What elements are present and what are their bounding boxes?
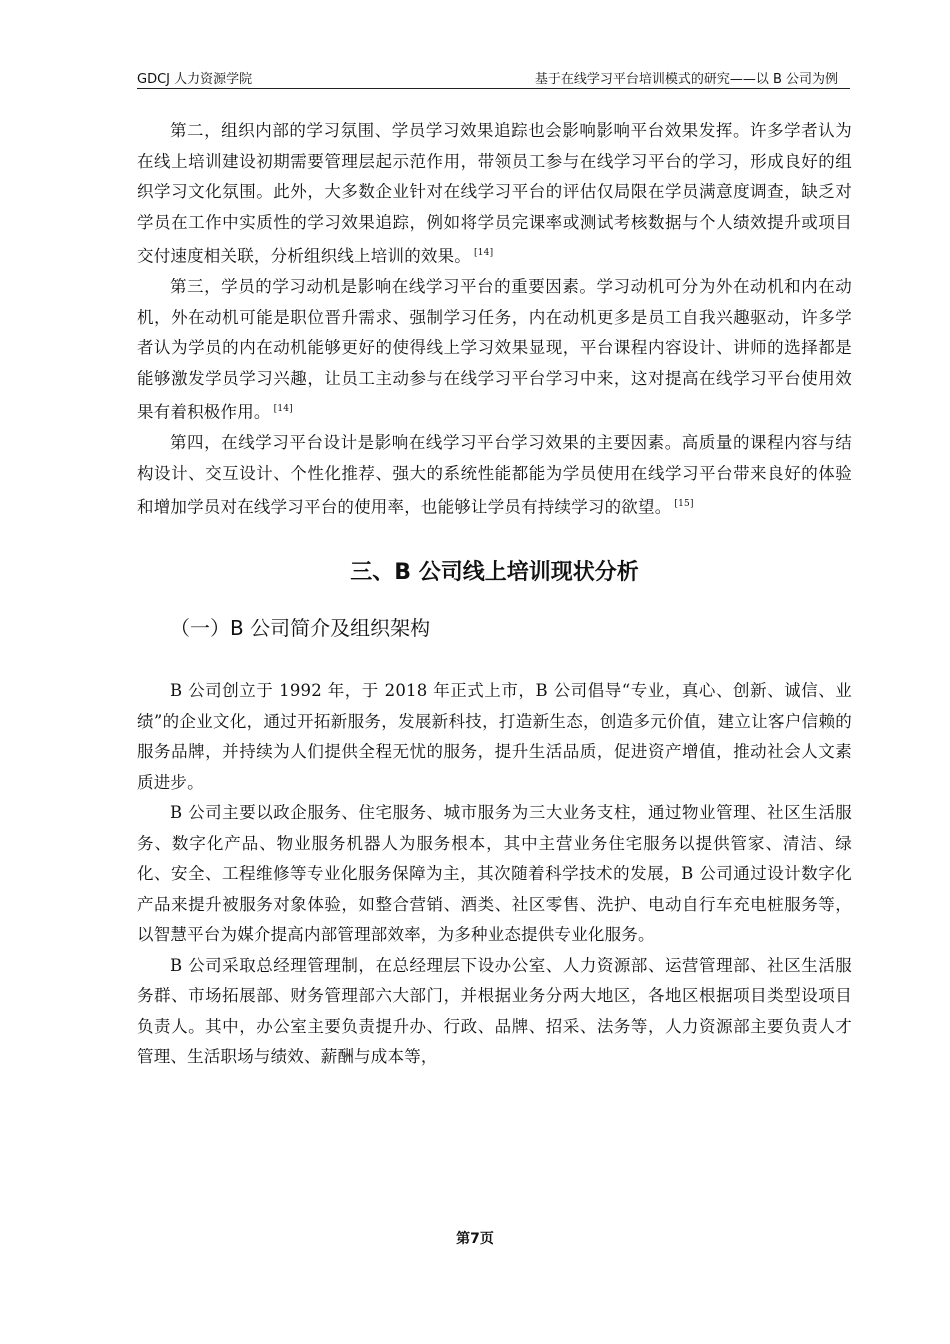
paragraph-company-intro bbox=[137, 676, 852, 798]
header-paper-title: 基于在线学习平台培训模式的研究——以 B 公司为例 bbox=[534, 72, 838, 87]
page-header bbox=[137, 66, 850, 89]
citation-mark: [15] bbox=[674, 499, 694, 509]
paragraph-second-point bbox=[137, 116, 852, 272]
paragraph-business-pillars bbox=[137, 798, 852, 951]
paragraph-third-point bbox=[137, 272, 852, 428]
page-content bbox=[137, 116, 852, 1073]
paragraph-org-structure bbox=[137, 951, 852, 1073]
paragraph-text: B 公司创立于 1992 年，于 2018 年正式上市，B 公司倡导“专业，真心、创新、诚信、业绩”的企业文化，通过开拓新服务，发展新科技，打造新生态，创造多元价值，建立让客户信赖的服务品牌，并持续为人们提供全程无忧的服务，提升生活品质，促进资产增值，推动社会人文素质进步。 bbox=[137, 681, 852, 792]
paragraph-text: B 公司采取总经理管理制，在总经理层下设办公室、人力资源部、运营管理部、社区生活服务群、市场拓展部、财务管理部六大部门，并根据业务分两大地区，各地区根据项目类型设项目负责人。其中，办公室主要负责提升办、行政、品牌、招采、法务等，人力资源部主要负责人才管理、生活职场与绩效、薪酬与成本等， bbox=[137, 955, 852, 1066]
page-number: 第7页 bbox=[456, 1231, 494, 1247]
paragraph-text: 第四，在线学习平台设计是影响在线学习平台学习效果的主要因素。高质量的课程内容与结构设计、交互设计、个性化推荐、强大的系统性能都能为学员使用在线学习平台带来良好的体验和增加学员对在线学习平台的使用率，也能够让学员有持续学习的欲望。 bbox=[137, 433, 852, 517]
citation-mark: [14] bbox=[273, 404, 293, 414]
paragraph-text: 第二，组织内部的学习氛围、学员学习效果追踪也会影响影响平台效果发挥。许多学者认为在线上培训建设初期需要管理层起示范作用，带领员工参与在线学习平台的学习，形成良好的组织学习文化氛围。此外，大多数企业针对在线学习平台的评估仅局限在学员满意度调查，缺乏对学员在工作中实质性的学习效果追踪，例如将学员完课率或测试考核数据与个人绩效提升或项目交付速度相关联，分析组织线上培训的效果。 bbox=[137, 121, 852, 266]
subsection-heading: （一）B 公司简介及组织架构 bbox=[170, 616, 431, 640]
paragraph-text: B 公司主要以政企服务、住宅服务、城市服务为三大业务支柱，通过物业管理、社区生活服务、数字化产品、物业服务机器人为服务根本，其中主营业务住宅服务以提供管家、清洁、绿化、安全、工程维修等专业化服务保障为主，其次随着科学技术的发展，B 公司通过设计数字化产品来提升被服务对象体验，如整合营销、酒类、社区零售、洗护、电动自行车充电桩服务等，以智慧平台为媒介提高内部管理部效率，为多种业态提供专业化服务。 bbox=[137, 803, 852, 944]
paragraph-fourth-point bbox=[137, 428, 852, 523]
section-heading: 三、B 公司线上培训现状分析 bbox=[350, 560, 639, 585]
citation-mark: [14] bbox=[474, 248, 494, 258]
paragraph-text: 第三，学员的学习动机是影响在线学习平台的重要因素。学习动机可分为外在动机和内在动机，外在动机可能是职位晋升需求、强制学习任务，内在动机更多是员工自我兴趣驱动，许多学者认为学员的内在动机能够更好的使得线上学习效果显现，平台课程内容设计、讲师的选择都是能够激发学员学习兴趣，让员工主动参与在线学习平台学习中来，这对提高在线学习平台使用效果有着积极作用。 bbox=[137, 277, 852, 422]
header-school-name: GDCJ 人力资源学院 bbox=[137, 72, 253, 87]
heading-spacer bbox=[137, 648, 852, 676]
